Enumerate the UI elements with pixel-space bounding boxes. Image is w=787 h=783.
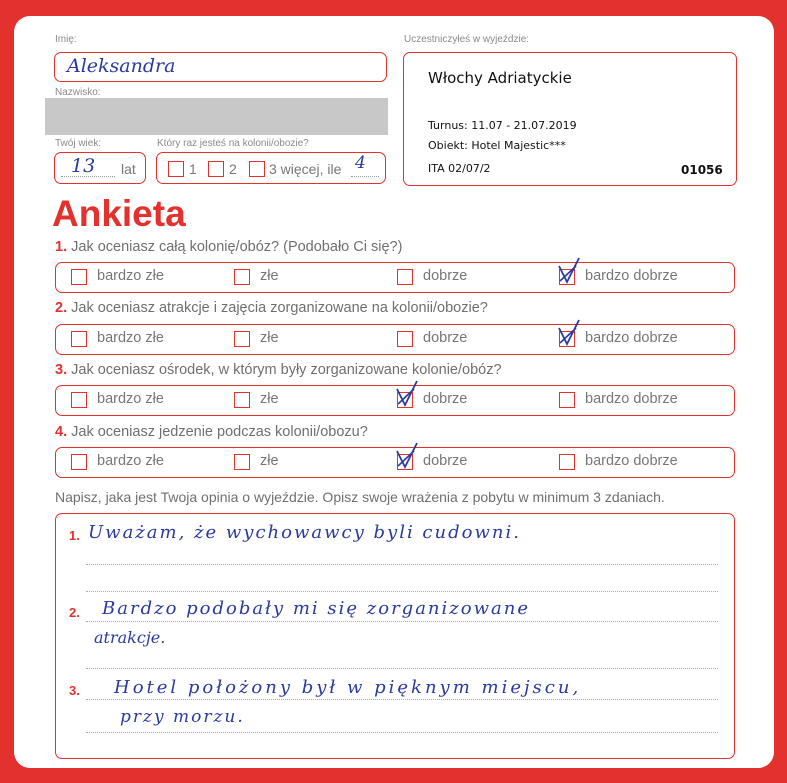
option-label: złe [260,453,279,469]
surname-redacted [45,98,388,135]
question-label: Jak oceniasz całą kolonię/obóz? (Podobało Ci się?) [71,239,403,255]
option-label: dobrze [423,453,468,469]
times-checkbox-1[interactable] [168,161,184,177]
times-checkbox-2[interactable] [208,161,224,177]
option-label: złe [260,268,279,284]
surname-label: Nazwisko: [55,87,101,98]
times-option-3: 3 więcej, ile [269,161,342,177]
option-label: dobrze [423,330,468,346]
question-2-checkbox-2[interactable] [234,331,250,347]
question-number: 2. [55,300,68,316]
question-3-checkbox-2[interactable] [234,392,250,408]
option-label: bardzo złe [97,268,164,284]
trip-label: Uczestniczyłeś w wyjeździe: [404,34,530,45]
question-number: 1. [55,239,68,255]
option-label: bardzo dobrze [585,268,678,284]
times-count-value: 4 [355,153,366,173]
survey-card [14,16,774,768]
answer-3-line-2: przy morzu. [120,707,245,727]
checkmark-icon [394,379,420,409]
answer-line [86,621,718,622]
option-label: dobrze [423,268,468,284]
trip-obiekt: Obiekt: Hotel Majestic*** [428,139,566,152]
question-label: Jak oceniasz jedzenie podczas kolonii/obozu? [71,424,368,440]
question-number: 3. [55,362,68,378]
trip-turnus: Turnus: 11.07 - 21.07.2019 [428,119,577,132]
question-label: Jak oceniasz ośrodek, w którym były zorganizowane kolonie/obóz? [71,362,502,378]
question-3-checkbox-4[interactable] [559,392,575,408]
times-label: Który raz jesteś na kolonii/obozie? [157,138,309,149]
question-2-text [55,300,488,316]
name-value: Aleksandra [67,55,176,77]
opinion-prompt: Napisz, jaka jest Twoja opinia o wyjeździe. Opisz swoje wrażenia z pobytu w minimum 3 zdaniach. [55,489,665,505]
answer-line [86,732,718,733]
checkmark-icon [394,441,420,471]
option-label: bardzo złe [97,391,164,407]
age-dotline [61,176,115,177]
times-dotline [351,176,379,177]
question-2-checkbox-3[interactable] [397,331,413,347]
question-3-text [55,362,502,378]
answer-3-line-1: Hotel położony był w pięknym miejscu, [114,677,582,698]
option-label: dobrze [423,391,468,407]
times-field [156,152,386,184]
question-number: 4. [55,424,68,440]
name-label: Imię: [55,34,77,45]
answer-line [86,564,718,565]
option-label: złe [260,391,279,407]
question-1-text [55,239,402,255]
option-label: bardzo dobrze [585,391,678,407]
question-1-checkbox-1[interactable] [71,269,87,285]
question-4-text [55,424,368,440]
times-checkbox-3[interactable] [249,161,265,177]
answer-2-line-1: Bardzo podobały mi się zorganizowane [102,598,530,619]
option-label: bardzo dobrze [585,453,678,469]
option-label: złe [260,330,279,346]
option-label: bardzo złe [97,453,164,469]
checkmark-icon [556,318,582,348]
survey-title: Ankieta [52,193,186,234]
checkmark-icon [556,256,582,286]
answer-1-number: 1. [69,528,80,543]
name-field[interactable] [54,52,387,82]
answer-line [86,591,718,592]
option-label: bardzo dobrze [585,330,678,346]
answer-3-number: 3. [69,683,80,698]
question-2-checkbox-1[interactable] [71,331,87,347]
age-value: 13 [71,155,96,177]
question-3-checkbox-1[interactable] [71,392,87,408]
question-4-checkbox-2[interactable] [234,454,250,470]
answer-line [86,668,718,669]
answer-line [86,699,718,700]
trip-destination: Włochy Adriatyckie [428,69,572,87]
age-field[interactable] [54,152,146,184]
trip-code: ITA 02/07/2 [428,162,491,175]
question-1-checkbox-3[interactable] [397,269,413,285]
answer-2-number: 2. [69,605,80,620]
question-label: Jak oceniasz atrakcje i zajęcia zorganizowane na kolonii/obozie? [71,300,488,316]
times-option-2: 2 [229,161,237,177]
answer-1-line-1: Uważam, że wychowawcy byli cudowni. [88,522,521,543]
question-1-checkbox-2[interactable] [234,269,250,285]
trip-number: 01056 [681,163,723,177]
answer-2-line-2: atrakcje. [94,628,166,647]
trip-info-box [403,52,737,186]
question-4-checkbox-1[interactable] [71,454,87,470]
age-label: Twój wiek: [55,138,102,149]
option-label: bardzo złe [97,330,164,346]
age-unit: lat [121,161,136,177]
question-4-checkbox-4[interactable] [559,454,575,470]
times-option-1: 1 [189,161,197,177]
